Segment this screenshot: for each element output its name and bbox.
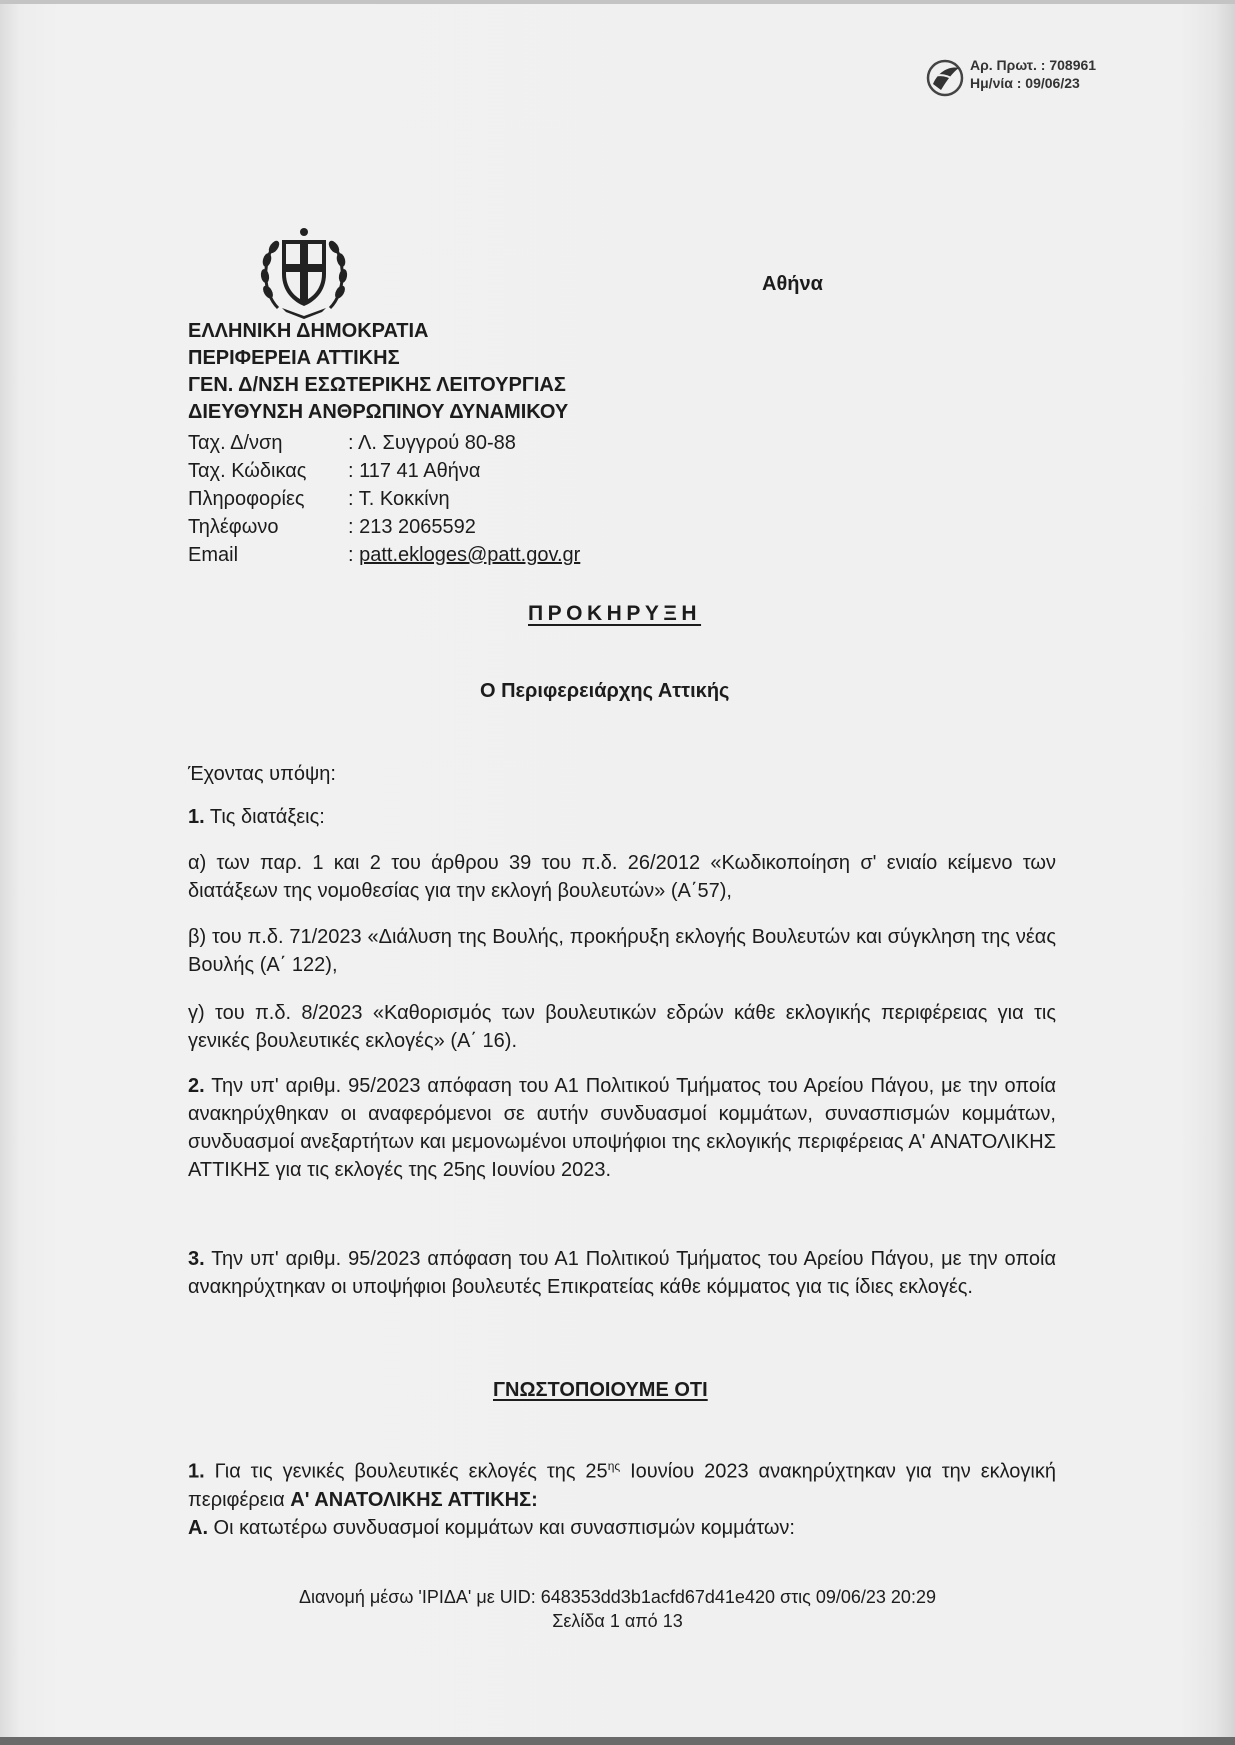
item-number: 1.	[188, 806, 205, 828]
contact-value: : 117 41 Αθήνα	[348, 460, 481, 482]
item-text: Την υπ' αριθμ. 95/2023 απόφαση του Α1 Πολιτικού Τμήματος του Αρείου Πάγου, με την οποία ανακηρύχθηκαν οι αναφερόμενοι σε αυτήν συνδυασμοί κομμάτων, συνασπισμών κομμάτων, συνδυασμοί ανεξαρτήτων και μεμονωμένοι υποψήφιοι της εκλογικής περιφέρειας Α' ΑΝΑΤΟΛΙΚΗΣ ΑΤΤΙΚΗΣ για τις εκλογές της 25ης Ιουνίου 2023.	[188, 1075, 1056, 1181]
distribution-line: Διανομή μέσω 'ΙΡΙΔΑ' με UID: 648353dd3b1acfd67d41e420 στις 09/06/23 20:29	[299, 1587, 936, 1607]
issuer-line-3: ΓΕΝ. Δ/ΝΣΗ ΕΣΩΤΕΡΙΚΗΣ ΛΕΙΤΟΥΡΓΙΑΣ	[188, 374, 566, 396]
protocol-stamp	[970, 56, 1096, 92]
contact-label: Πληροφορίες	[188, 488, 305, 510]
contact-label: Τηλέφωνο	[188, 516, 279, 538]
notice-item-1	[188, 1452, 1056, 1514]
scan-edge-bottom	[0, 1737, 1235, 1745]
document-title: ΠΡΟΚΗΡΥΞΗ	[528, 602, 702, 625]
ordinal-suffix: ης	[607, 1459, 621, 1473]
contact-label: Email	[188, 544, 239, 566]
item-text: Τις διατάξεις:	[204, 806, 325, 828]
contact-value: : 213 2065592	[348, 516, 476, 538]
contact-details	[188, 429, 580, 569]
contact-row-phone	[188, 513, 580, 541]
contact-row-info	[188, 485, 580, 513]
contact-row-email	[188, 541, 580, 569]
paragraph-a: α) των παρ. 1 και 2 του άρθρου 39 του π.δ. 26/2012 «Κωδικοποίηση σ' ενιαίο κείμενο των διατάξεων της νομοθεσίας για την εκλογή βουλευτών» (Α΄57),	[188, 852, 1056, 902]
contact-row-postcode	[188, 457, 580, 485]
issuer-line-4: ΔΙΕΥΘΥΝΣΗ ΑΝΘΡΩΠΙΝΟΥ ΔΥΝΑΜΙΚΟΥ	[188, 401, 569, 423]
item-3	[188, 1245, 1056, 1301]
considering-line: Έχοντας υπόψη:	[188, 763, 336, 785]
email-prefix: :	[348, 544, 360, 566]
item-number: 2.	[188, 1075, 205, 1097]
issuer-line-1: ΕΛΛΗΝΙΚΗ ΔΗΜΟΚΡΑΤΙΑ	[188, 320, 429, 342]
contact-value	[348, 541, 580, 569]
page-footer	[0, 1585, 1235, 1633]
contact-value: : Τ. Κοκκίνη	[348, 488, 450, 510]
item-2	[188, 1072, 1056, 1184]
item-number: Α.	[188, 1517, 208, 1539]
protocol-date: Ημ/νία : 09/06/23	[970, 75, 1080, 91]
item-number: 3.	[188, 1248, 205, 1270]
email-link[interactable]: patt.ekloges@patt.gov.gr	[359, 544, 581, 566]
notice-heading: ΓΝΩΣΤΟΠΟΙΟΥΜΕ ΟΤΙ	[493, 1379, 708, 1401]
item-text: Οι κατωτέρω συνδυασμοί κομμάτων και συνασπισμών κομμάτων:	[208, 1517, 795, 1539]
region-name: Α' ΑΝΑΤΟΛΙΚΗΣ ΑΤΤΙΚΗΣ:	[290, 1488, 538, 1511]
item-1	[188, 803, 1056, 831]
iris-logo-icon	[925, 58, 965, 98]
paragraph-b: β) του π.δ. 71/2023 «Διάλυση της Βουλής, προκήρυξη εκλογής Βουλευτών και σύγκληση της νέας Βουλής (Α΄ 122),	[188, 926, 1056, 976]
issuer-header	[188, 318, 568, 426]
contact-row-address	[188, 429, 580, 457]
issuer-line-2: ΠΕΡΙΦΕΡΕΙΑ ΑΤΤΙΚΗΣ	[188, 347, 400, 369]
contact-label: Ταχ. Δ/νση	[188, 432, 283, 454]
scan-edge-top	[0, 0, 1235, 4]
item-text: Την υπ' αριθμ. 95/2023 απόφαση του Α1 Πολιτικού Τμήματος του Αρείου Πάγου, με την οποία ανακηρύχτηκαν οι υποψήφιοι βουλευτές Επικρατείας κάθε κόμματος για τις ίδιες εκλογές.	[188, 1248, 1056, 1298]
greek-coat-of-arms-icon	[258, 226, 350, 320]
notice-item-a	[188, 1514, 1056, 1542]
page-number: Σελίδα 1 από 13	[552, 1611, 683, 1631]
notice-text-mid: Ιουνίου 2023 ανακηρύχτηκαν για την εκλογική περιφέρεια	[188, 1460, 1056, 1511]
contact-label: Ταχ. Κώδικας	[188, 460, 307, 482]
protocol-number: Αρ. Πρωτ. : 708961	[970, 57, 1097, 73]
document-subtitle: Ο Περιφερειάρχης Αττικής	[480, 680, 730, 702]
item-number: 1.	[188, 1460, 205, 1483]
notice-text-pre: Για τις γενικές βουλευτικές εκλογές της 25	[204, 1460, 608, 1483]
paragraph-c: γ) του π.δ. 8/2023 «Καθορισμός των βουλευτικών εδρών κάθε εκλογικής περιφέρειας για τις γενικές βουλευτικές εκλογές» (Α΄ 16).	[188, 1002, 1056, 1052]
contact-value: : Λ. Συγγρού 80-88	[348, 432, 516, 454]
city-name: Αθήνα	[762, 273, 823, 295]
